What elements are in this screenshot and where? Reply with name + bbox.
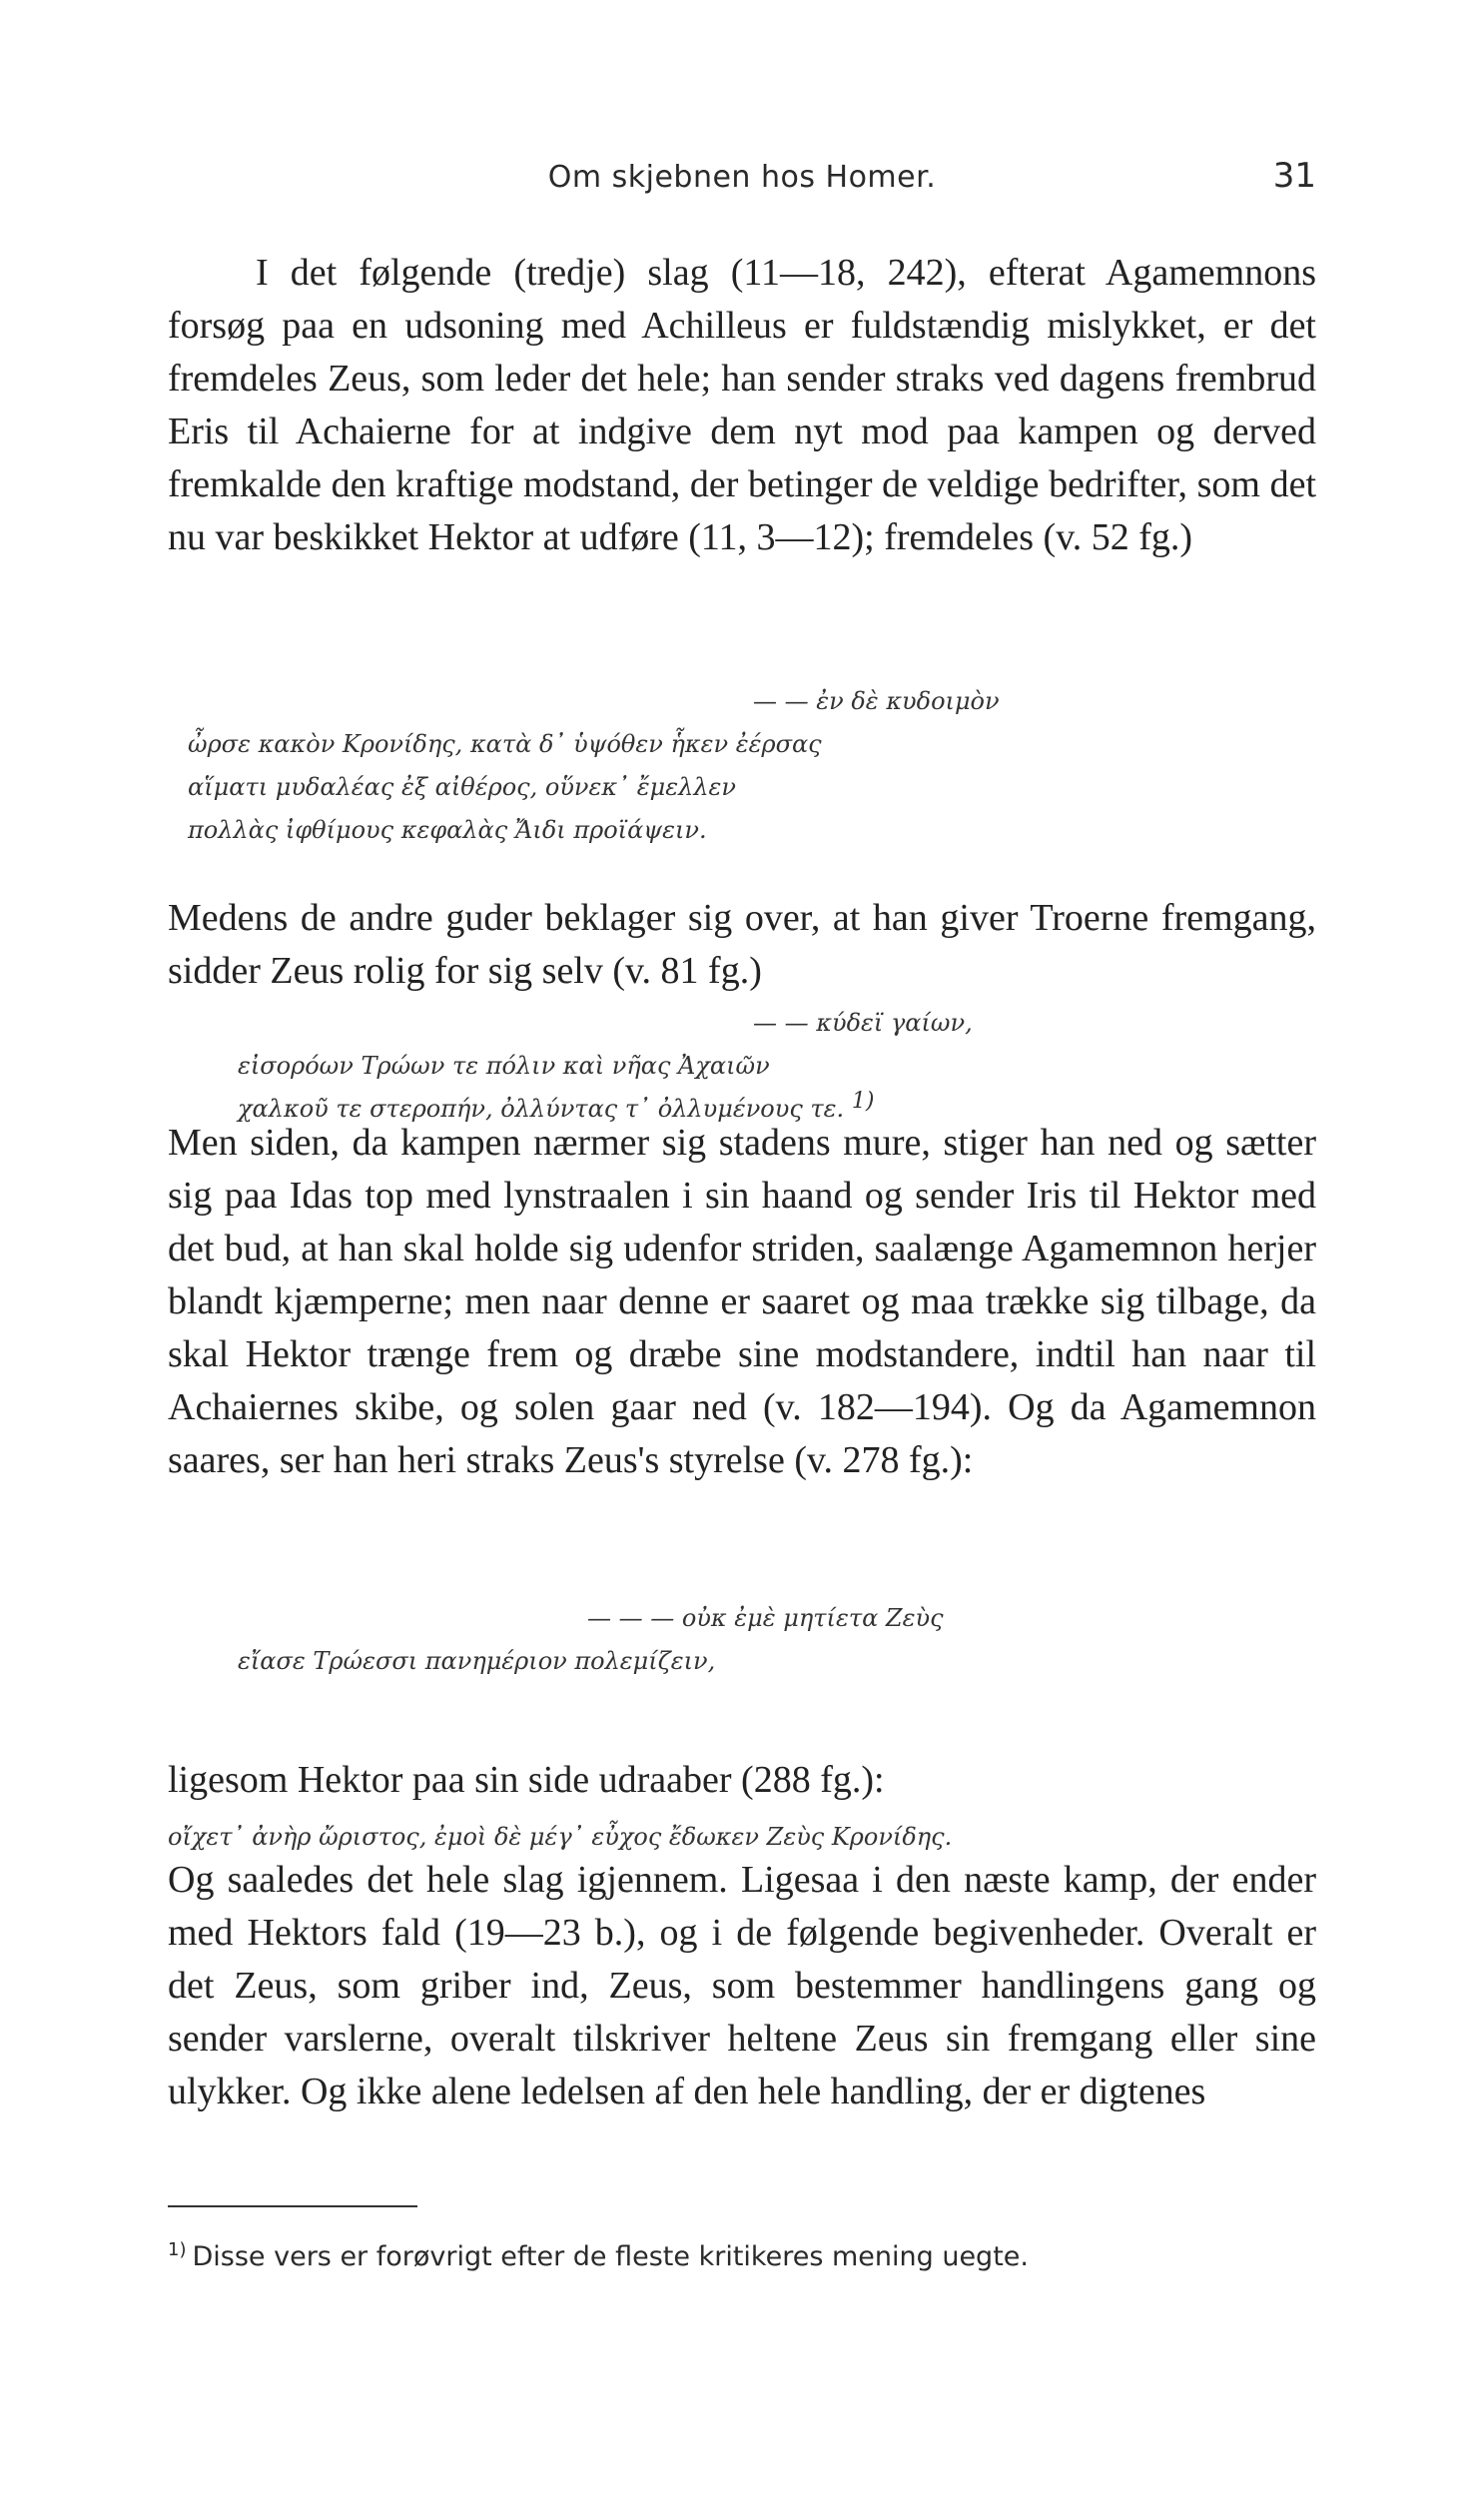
footnote-text: Disse vers er forøvrigt efter de fleste kritikeres mening uegte. [192, 2241, 1029, 2272]
paragraph: Men siden, da kampen nærmer sig stadens mure, stiger han ned og sætter sig paa Idas top med lynstraalen i sin haand og sender Iris til Hektor med det bud, at han skal holde sig udenfor striden, saalænge Agamemnon herjer blandt kjæmperne; men naar denne er saaret og maa trække sig tilbage, da skal Hektor trænge frem og dræbe sine modstandere, indtil han naar til Achaiernes skibe, og solen gaar ned (v. 182—194). Og da Agamemnon saares, ser han heri straks Zeus's styrelse (v. 278 fg.): [168, 1122, 1316, 1481]
footnote [168, 2237, 1316, 2277]
verse-line: — — κύδεϊ γαίων, [753, 1009, 973, 1037]
running-head: Om skjebnen hos Homer. [547, 160, 937, 195]
paragraph: Og saaledes det hele slag igjennem. Ligesaa i den næste kamp, der ender med Hektors fald (19—23 b.), og i de følgende begivenheder. Overalt er det Zeus, som griber ind, Zeus, som bestemmer handlingens gang og sender varslerne, overalt tilskriver heltene Zeus sin fremgang eller sine ulykker. Og ikke alene ledelsen af den hele handling, der er digtenes [168, 1859, 1316, 2112]
verse-line: εἰσορόων Τρώων τε πόλιν καὶ νῆας Ἀχαιῶν [238, 1052, 770, 1080]
verse-line: — — — οὐκ ἐμὲ μητίετα Ζεὺς [587, 1604, 944, 1632]
footnote-reference[interactable]: 1) [851, 1089, 875, 1114]
paragraph-4-block [168, 1754, 1316, 1807]
paragraph: Medens de andre guder beklager sig over, at han giver Troerne fremgang, sidder Zeus rolig for sig selv (v. 81 fg.) [168, 897, 1316, 992]
footnote-divider [168, 2205, 417, 2207]
verse-line: αἵματι μυδαλέας ἐξ αἰθέρος, οὕνεκ᾽ ἔμελλεν [188, 773, 736, 801]
page-number: 31 [1272, 156, 1316, 196]
paragraph: ligesom Hektor paa sin side udraaber (288 fg.): [168, 1759, 885, 1801]
verse-line: εἴασε Τρώεσσι πανημέριον πολεμίζειν, [238, 1647, 716, 1675]
greek-verse-3 [168, 1597, 1316, 1683]
paragraph-2-block [168, 892, 1316, 998]
footnote-mark: 1) [168, 2239, 187, 2260]
page-header [168, 156, 1316, 204]
greek-verse-2 [168, 1002, 1316, 1131]
verse-line: πολλὰς ἰφθίμους κεφαλὰς Ἄιδι προϊάψειν. [188, 816, 707, 844]
greek-verse-4 [168, 1816, 1316, 1859]
verse-line: — — ἐν δὲ κυδοιμὸν [753, 687, 1000, 715]
verse-line: οἴχετ᾽ ἀνὴρ ὤριστος, ἐμοὶ δὲ μέγ᾽ εὖχος ἔδωκεν Ζεὺς Κρονίδης. [168, 1823, 953, 1851]
paragraph-3-block [168, 1117, 1316, 1487]
paragraph-5-block [168, 1854, 1316, 2118]
paragraph-1-block [168, 247, 1316, 564]
greek-verse-1 [168, 680, 1316, 852]
verse-line: ὦρσε κακὸν Κρονίδης, κατὰ δ᾽ ὑψόθεν ἧκεν ἐέρσας [188, 730, 822, 758]
paragraph: I det følgende (tredje) slag (11—18, 242), efterat Agamemnons forsøg paa en udsoning med Achilleus er fuldstændig mislykket, er det fremdeles Zeus, som leder det hele; han sender straks ved dagens frembrud Eris til Achaierne for at indgive dem nyt mod paa kampen og derved fremkalde den kraftige modstand, der betinger de veldige bedrifter, som det nu var beskikket Hektor at udføre (11, 3—12); fremdeles (v. 52 fg.) [168, 252, 1316, 558]
verse-text: χαλκοῦ τε στεροπήν, ὀλλύντας τ᾽ ὀλλυμένους τε. [238, 1095, 845, 1123]
